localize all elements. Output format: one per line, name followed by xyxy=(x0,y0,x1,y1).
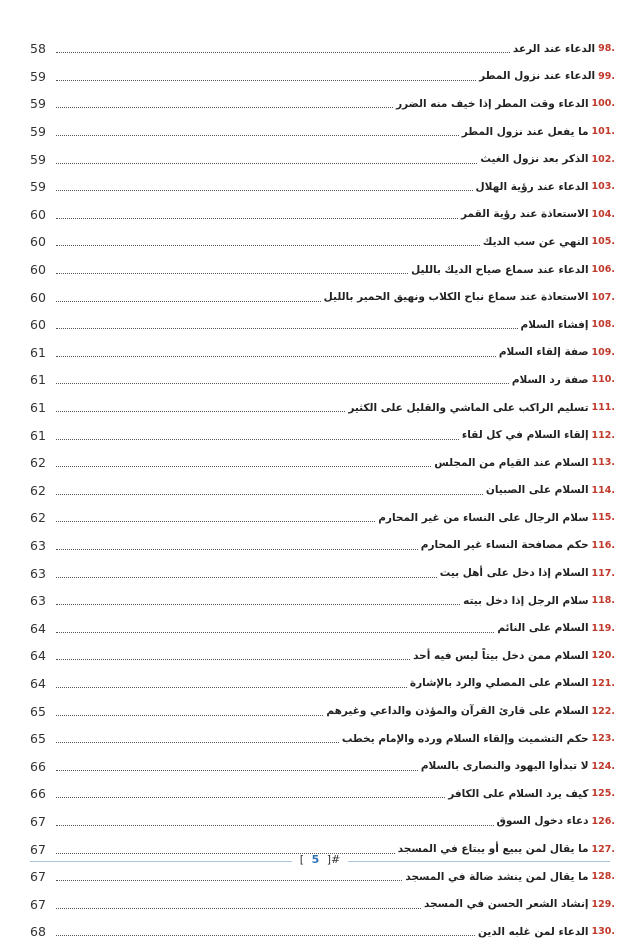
toc-entry-number: 100. xyxy=(591,98,615,110)
dot-leader xyxy=(56,632,494,633)
toc-page-number: 59 xyxy=(30,96,46,112)
toc-entry-title: الدعاء عند نزول المطر xyxy=(479,70,596,83)
toc-page-number: 64 xyxy=(30,675,46,691)
toc-page-number: 64 xyxy=(30,648,46,664)
toc-entry xyxy=(462,126,615,138)
toc-entry-title: السلام عند القيام من المجلس xyxy=(434,456,589,469)
toc-entry xyxy=(348,402,615,414)
toc-row[interactable] xyxy=(30,587,615,615)
toc-row[interactable] xyxy=(30,559,615,587)
toc-entry-title: النهي عن سب الديك xyxy=(482,235,589,248)
toc-entry-number: 119. xyxy=(591,622,615,634)
dot-leader xyxy=(56,549,418,550)
toc-entry-number: 123. xyxy=(591,733,615,745)
toc-entry xyxy=(434,457,615,469)
toc-page-number: 68 xyxy=(30,924,46,940)
toc-page-number: 60 xyxy=(30,317,46,333)
dot-leader xyxy=(56,190,473,191)
toc-entry xyxy=(486,484,615,496)
toc-entry-number: 99. xyxy=(598,70,615,82)
toc-entry xyxy=(478,926,615,938)
toc-entry-title: السلام على النائم xyxy=(497,622,589,635)
toc-entry-title: صفة رد السلام xyxy=(511,373,589,386)
toc-entry xyxy=(448,788,615,800)
toc-entry xyxy=(405,871,615,883)
toc-entry xyxy=(378,512,615,524)
toc-entry-number: 109. xyxy=(591,346,615,358)
toc-entry-number: 120. xyxy=(591,650,615,662)
toc-entry-number: 115. xyxy=(591,512,615,524)
toc-entry xyxy=(483,236,615,248)
page-marker xyxy=(30,853,610,866)
dot-leader xyxy=(56,494,483,495)
toc-page-number: 60 xyxy=(30,234,46,250)
toc-entry-number: 130. xyxy=(591,926,615,938)
toc-entry-number: 107. xyxy=(591,291,615,303)
toc-page-number: 61 xyxy=(30,427,46,443)
toc-entry-title: كيف يرد السلام على الكافر xyxy=(448,787,589,800)
toc-entry-number: 129. xyxy=(591,898,615,910)
toc-row[interactable] xyxy=(30,725,615,753)
toc-row[interactable] xyxy=(30,532,615,560)
toc-entry xyxy=(440,567,615,579)
toc-row[interactable] xyxy=(30,256,615,284)
toc-page-number: 61 xyxy=(30,372,46,388)
toc-entry xyxy=(424,898,615,910)
dot-leader xyxy=(56,797,445,798)
dot-leader xyxy=(56,604,460,605)
toc-page-number: 66 xyxy=(30,786,46,802)
toc-entry xyxy=(396,98,615,110)
toc-row[interactable] xyxy=(30,449,615,477)
dot-leader xyxy=(56,383,509,384)
toc-entry xyxy=(497,622,615,634)
toc-row[interactable] xyxy=(30,90,615,118)
toc-entry xyxy=(512,374,615,386)
toc-page-number: 63 xyxy=(30,537,46,553)
toc-entry xyxy=(499,346,615,358)
toc-entry-number: 110. xyxy=(591,374,615,386)
dot-leader xyxy=(56,107,393,108)
toc-entry-title: الذكر بعد نزول الغيث xyxy=(480,153,589,166)
toc-page-number: 59 xyxy=(30,68,46,84)
toc-entry-title: الاستعاذة عند رؤية القمر xyxy=(461,208,589,221)
toc-entry-title: لا تبدأوا اليهود والنصارى بالسلام xyxy=(420,760,589,773)
dot-leader xyxy=(56,659,410,660)
toc-entry-title: ما يقال لمن يبيع أو يبتاع في المسجد xyxy=(397,843,589,856)
toc-row[interactable] xyxy=(30,780,615,808)
toc-row[interactable] xyxy=(30,63,615,91)
toc-row[interactable] xyxy=(30,670,615,698)
dot-leader xyxy=(56,521,375,522)
toc-page-number: 59 xyxy=(30,124,46,140)
toc-entry xyxy=(462,429,615,441)
dot-leader xyxy=(56,273,408,274)
toc-page-number: 65 xyxy=(30,703,46,719)
toc-entry-title: ما يفعل عند نزول المطر xyxy=(461,125,589,138)
toc-entry xyxy=(342,733,615,745)
dot-leader xyxy=(56,52,510,53)
toc-entry-number: 121. xyxy=(591,677,615,689)
toc-entry-number: 128. xyxy=(591,871,615,883)
toc-page-number: 63 xyxy=(30,593,46,609)
toc-entry-title: الدعاء وقت المطر إذا خيف منه الضرر xyxy=(396,97,589,110)
dot-leader xyxy=(56,80,476,81)
toc-entry-number: 108. xyxy=(591,319,615,331)
toc-entry-number: 124. xyxy=(591,760,615,772)
toc-entry xyxy=(476,181,615,193)
toc-entry xyxy=(421,539,615,551)
toc-row[interactable] xyxy=(30,697,615,725)
toc-row[interactable] xyxy=(30,394,615,422)
toc-page-number: 62 xyxy=(30,510,46,526)
toc-entry xyxy=(413,650,615,662)
toc-entry-title: الدعاء عند رؤية الهلال xyxy=(475,180,589,193)
dot-leader xyxy=(56,466,431,467)
toc-row[interactable] xyxy=(30,228,615,256)
toc-entry-title: حكم مصافحة النساء غير المحارم xyxy=(420,539,589,552)
dot-leader xyxy=(56,356,496,357)
toc-entry-title: حكم التشميت وإلقاء السلام ورده والإمام يخطب xyxy=(341,732,589,745)
toc-page-number: 64 xyxy=(30,620,46,636)
toc-entry-number: 101. xyxy=(591,126,615,138)
toc-entry-title: صفة إلقاء السلام xyxy=(498,346,589,359)
toc-entry-title: دعاء دخول السوق xyxy=(496,815,589,828)
toc-entry-number: 116. xyxy=(591,539,615,551)
toc-entry-title: سلام الرجال على النساء من غير المحارم xyxy=(378,511,589,524)
toc-page-number: 60 xyxy=(30,262,46,278)
toc-row[interactable] xyxy=(30,477,615,505)
toc-entry-title: السلام على قارئ القرآن والمؤذن والداعي وغيرهم xyxy=(326,705,589,718)
toc-entry xyxy=(497,815,615,827)
toc-entry-title: تسليم الراكب على الماشي والقليل على الكثير xyxy=(348,401,589,414)
dot-leader xyxy=(56,825,494,826)
toc-entry-title: السلام إذا دخل على أهل بيت xyxy=(439,567,589,580)
toc-entry xyxy=(480,153,615,165)
toc-entry-number: 112. xyxy=(591,429,615,441)
toc-entry-title: إلقاء السلام في كل لقاء xyxy=(461,429,589,442)
toc-row[interactable] xyxy=(30,339,615,367)
toc-entry-number: 104. xyxy=(591,208,615,220)
toc-row[interactable] xyxy=(30,35,615,63)
toc-entry-number: 103. xyxy=(591,181,615,193)
toc-entry-number: 111. xyxy=(591,402,615,414)
dot-leader xyxy=(56,218,458,219)
toc-entry-title: السلام ممن دخل بيتاً ليس فيه أحد xyxy=(413,649,589,662)
toc-entry-title: الاستعاذة عند سماع نباح الكلاب ونهيق الحمير بالليل xyxy=(323,291,589,304)
toc-entry-number: 118. xyxy=(591,595,615,607)
toc-entry-number: 113. xyxy=(591,457,615,469)
dot-leader xyxy=(56,135,459,136)
dot-leader xyxy=(56,935,475,936)
toc-page-number: 58 xyxy=(30,41,46,57)
toc-row[interactable] xyxy=(30,752,615,780)
toc-entry-title: إفشاء السلام xyxy=(520,318,589,331)
toc-entry-title: السلام على الصبيان xyxy=(485,484,589,497)
dot-leader xyxy=(56,715,323,716)
toc-page-number: 60 xyxy=(30,289,46,305)
toc-entry xyxy=(479,70,615,82)
toc-entry-title: الدعاء لمن غلبه الدين xyxy=(477,925,589,938)
dot-leader xyxy=(56,163,477,164)
toc-row[interactable] xyxy=(30,421,615,449)
table-of-contents xyxy=(30,35,615,946)
toc-page-number: 66 xyxy=(30,758,46,774)
dot-leader xyxy=(56,411,345,412)
toc-entry-title: سلام الرجل إذا دخل بيته xyxy=(463,594,589,607)
toc-entry xyxy=(521,319,615,331)
toc-page-number: 61 xyxy=(30,400,46,416)
page-footer xyxy=(30,853,610,869)
page-number: 5 xyxy=(311,853,320,866)
toc-entry-title: الدعاء عند سماع صياح الديك بالليل xyxy=(411,263,589,276)
toc-page-number: 62 xyxy=(30,455,46,471)
toc-row[interactable] xyxy=(30,614,615,642)
toc-entry-number: 125. xyxy=(591,788,615,800)
toc-entry-number: 122. xyxy=(591,705,615,717)
dot-leader xyxy=(56,687,407,688)
toc-entry xyxy=(463,595,615,607)
toc-page-number: 59 xyxy=(30,151,46,167)
toc-entry-number: 126. xyxy=(591,815,615,827)
toc-row[interactable] xyxy=(30,890,615,918)
toc-row[interactable] xyxy=(30,145,615,173)
toc-page-number: 67 xyxy=(30,813,46,829)
toc-page-number: 67 xyxy=(30,896,46,912)
toc-page-number: 61 xyxy=(30,344,46,360)
dot-leader xyxy=(56,770,418,771)
toc-page-number: 60 xyxy=(30,206,46,222)
toc-row[interactable] xyxy=(30,173,615,201)
dot-leader xyxy=(56,439,459,440)
toc-entry-number: 117. xyxy=(591,567,615,579)
toc-page-number: 59 xyxy=(30,179,46,195)
toc-entry-number: 98. xyxy=(598,43,615,55)
dot-leader xyxy=(56,742,339,743)
page-marker-open: [ xyxy=(299,853,305,866)
toc-entry-number: 106. xyxy=(591,264,615,276)
toc-entry xyxy=(324,291,615,303)
dot-leader xyxy=(56,880,402,881)
toc-row[interactable] xyxy=(30,504,615,532)
toc-row[interactable] xyxy=(30,118,615,146)
toc-entry-number: 127. xyxy=(591,843,615,855)
toc-entry-number: 105. xyxy=(591,236,615,248)
toc-row[interactable] xyxy=(30,311,615,339)
toc-entry xyxy=(461,208,615,220)
toc-page-number: 63 xyxy=(30,565,46,581)
toc-page-number: 62 xyxy=(30,482,46,498)
dot-leader xyxy=(56,245,480,246)
toc-row[interactable] xyxy=(30,808,615,836)
dot-leader xyxy=(56,577,437,578)
toc-entry xyxy=(326,705,615,717)
toc-entry xyxy=(513,43,615,55)
toc-entry-number: 102. xyxy=(591,153,615,165)
toc-entry-title: ما يقال لمن ينشد ضالة في المسجد xyxy=(405,870,589,883)
toc-page-number: 67 xyxy=(30,869,46,885)
page-marker-close: ]# xyxy=(326,853,341,866)
toc-entry-number: 114. xyxy=(591,484,615,496)
toc-entry-title: السلام على المصلي والرد بالإشارة xyxy=(409,677,589,690)
dot-leader xyxy=(56,328,518,329)
toc-entry xyxy=(411,264,615,276)
toc-page-number: 65 xyxy=(30,731,46,747)
toc-row[interactable] xyxy=(30,918,615,946)
toc-page-number: 67 xyxy=(30,841,46,857)
toc-row[interactable] xyxy=(30,283,615,311)
toc-entry xyxy=(421,760,615,772)
dot-leader xyxy=(56,301,321,302)
toc-entry xyxy=(410,677,615,689)
dot-leader xyxy=(56,908,421,909)
toc-entry-title: إنشاد الشعر الحسن في المسجد xyxy=(424,898,589,911)
toc-row[interactable] xyxy=(30,366,615,394)
toc-row[interactable] xyxy=(30,201,615,229)
toc-row[interactable] xyxy=(30,642,615,670)
toc-entry-title: الدعاء عند الرعد xyxy=(512,42,596,55)
